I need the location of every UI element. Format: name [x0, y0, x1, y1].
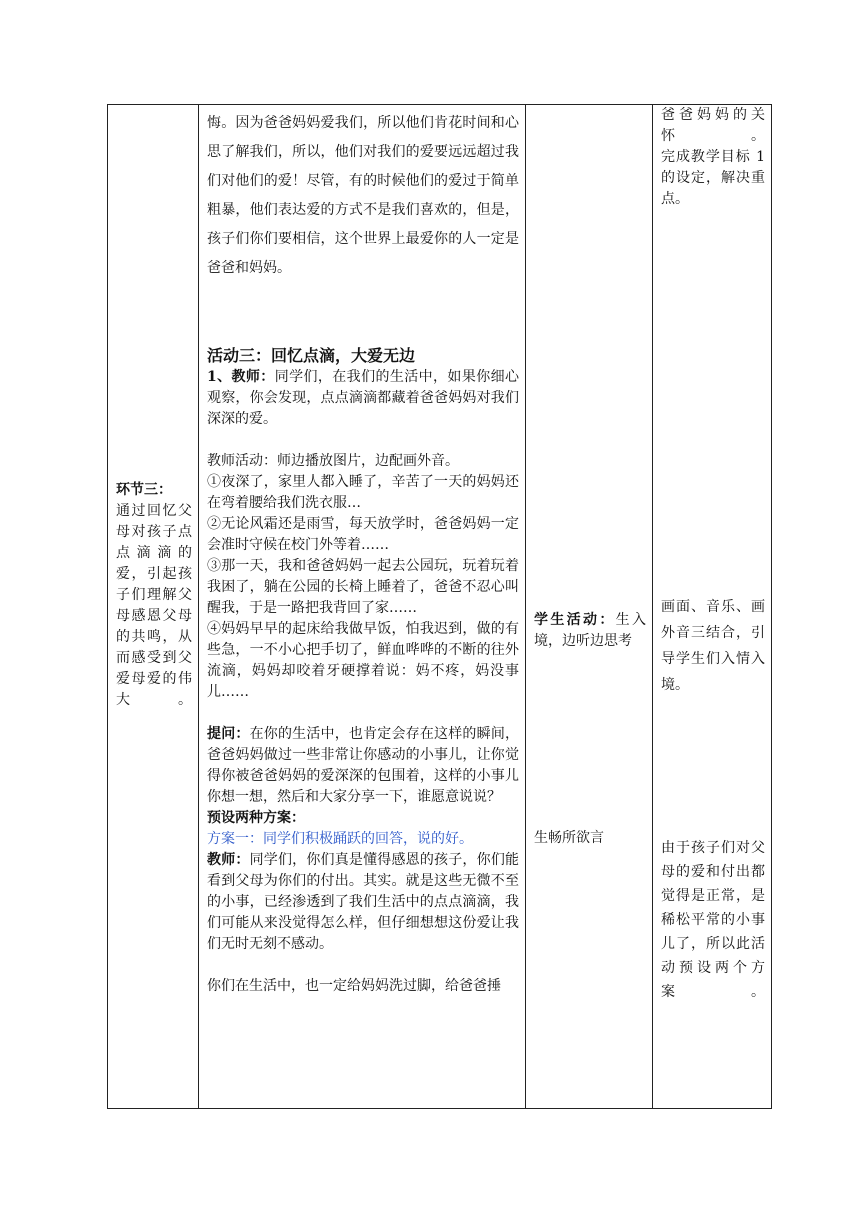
plan-one: 方案一：同学们积极踊跃的回答，说的好。 — [207, 831, 473, 847]
plan-heading: 预设两种方案： — [207, 810, 305, 826]
teacher-response-label: 教师： — [207, 852, 250, 868]
student-activity-text: 生入境，边听边思考 — [534, 612, 647, 649]
scene-item: ④妈妈早早的起床给我做早饭，怕我迟到，做的有些急，一不小心把手切了，鲜血哗哗的不断的往外流滴，妈妈却咬着牙硬撑着说：妈不疼，妈没事儿…… — [207, 621, 519, 700]
intent-goal: 完成教学目标 1 的设定，解决重点。 — [661, 149, 765, 207]
table-row — [108, 105, 772, 1109]
teacher-response-text: 同学们，你们真是懂得感恩的孩子，你们能看到父母为你们的付出。其实。就是这些无微不至的小事，已经渗透到了我们生活中的点点滴滴，我们可能从来没觉得怎么样，但仔细想想这份爱让我们无时无刻不感动。 — [207, 852, 520, 952]
student-activity-label: 学生活动： — [534, 612, 616, 628]
scene-item: ①夜深了，家里人都入睡了，辛苦了一天的妈妈还在弯着腰给我们洗衣服… — [207, 474, 519, 511]
intent-top: 爸爸妈妈的关怀。 — [661, 107, 765, 144]
lesson-plan-table — [107, 104, 772, 1109]
design-intent-cell — [653, 105, 772, 1109]
question-text: 在你的生活中，也肯定会存在这样的瞬间，爸爸妈妈做过一些非常让你感动的小事儿，让你觉得你被爸爸妈妈的爱深深的包围着，这样的小事儿你想一想，然后和大家分享一下，谁愿意说说？ — [207, 726, 520, 805]
question-paragraph — [207, 724, 519, 808]
intent-media: 画面、音乐、画外音三结合，引导学生们入情入境。 — [661, 599, 765, 693]
stage-title: 环节三： — [116, 482, 172, 498]
student-activity-cell — [526, 105, 653, 1109]
activity-heading: 活动三：回忆点滴，大爱无边 — [207, 346, 416, 365]
teacher-label: 1、教师： — [207, 369, 275, 385]
student-response: 生畅所欲言 — [534, 830, 604, 846]
closing-paragraph: 你们在生活中，也一定给妈妈洗过脚，给爸爸捶 — [207, 978, 501, 994]
teacher-activity: 教师活动：师边播放图片，边配画外音。 — [207, 453, 459, 469]
teacher-response-paragraph — [207, 850, 519, 955]
scene-item: ③那一天，我和爸爸妈妈一起去公园玩，玩着玩着我困了，躺在公园的长椅上睡着了，爸爸不忍心叫醒我，于是一路把我背回了家…… — [207, 558, 519, 616]
stage-cell — [108, 105, 199, 1109]
intent-plans: 由于孩子们对父母的爱和付出都觉得是正常，是稀松平常的小事儿了，所以此活动预设两个方案。 — [661, 840, 765, 1000]
scene-item: ②无论风霜还是雨雪，每天放学时，爸爸妈妈一定会准时守候在校门外等着…… — [207, 516, 519, 553]
stage-description: 通过回忆父母对孩子点点滴滴的爱，引起孩子们理解父母感恩父母的共鸣，从而感受到父爱母爱的伟大。 — [116, 503, 192, 708]
teacher-paragraph — [207, 367, 519, 430]
student-activity — [534, 610, 646, 652]
content-cell — [199, 105, 526, 1109]
teacher-text: 同学们，在我们的生活中，如果你细心观察，你会发现，点点滴滴都藏着爸爸妈妈对我们深深的爱。 — [207, 369, 520, 427]
intro-paragraph: 悔。因为爸爸妈妈爱我们，所以他们肯花时间和心思了解我们，所以，他们对我们的爱要远远超过我们对他们的爱！尽管，有的时候他们的爱过于简单粗暴，他们表达爱的方式不是我们喜欢的，但是，孩子们你们要相信，这个世界上最爱你的人一定是爸爸和妈妈。 — [207, 115, 519, 276]
question-label: 提问： — [207, 726, 250, 742]
